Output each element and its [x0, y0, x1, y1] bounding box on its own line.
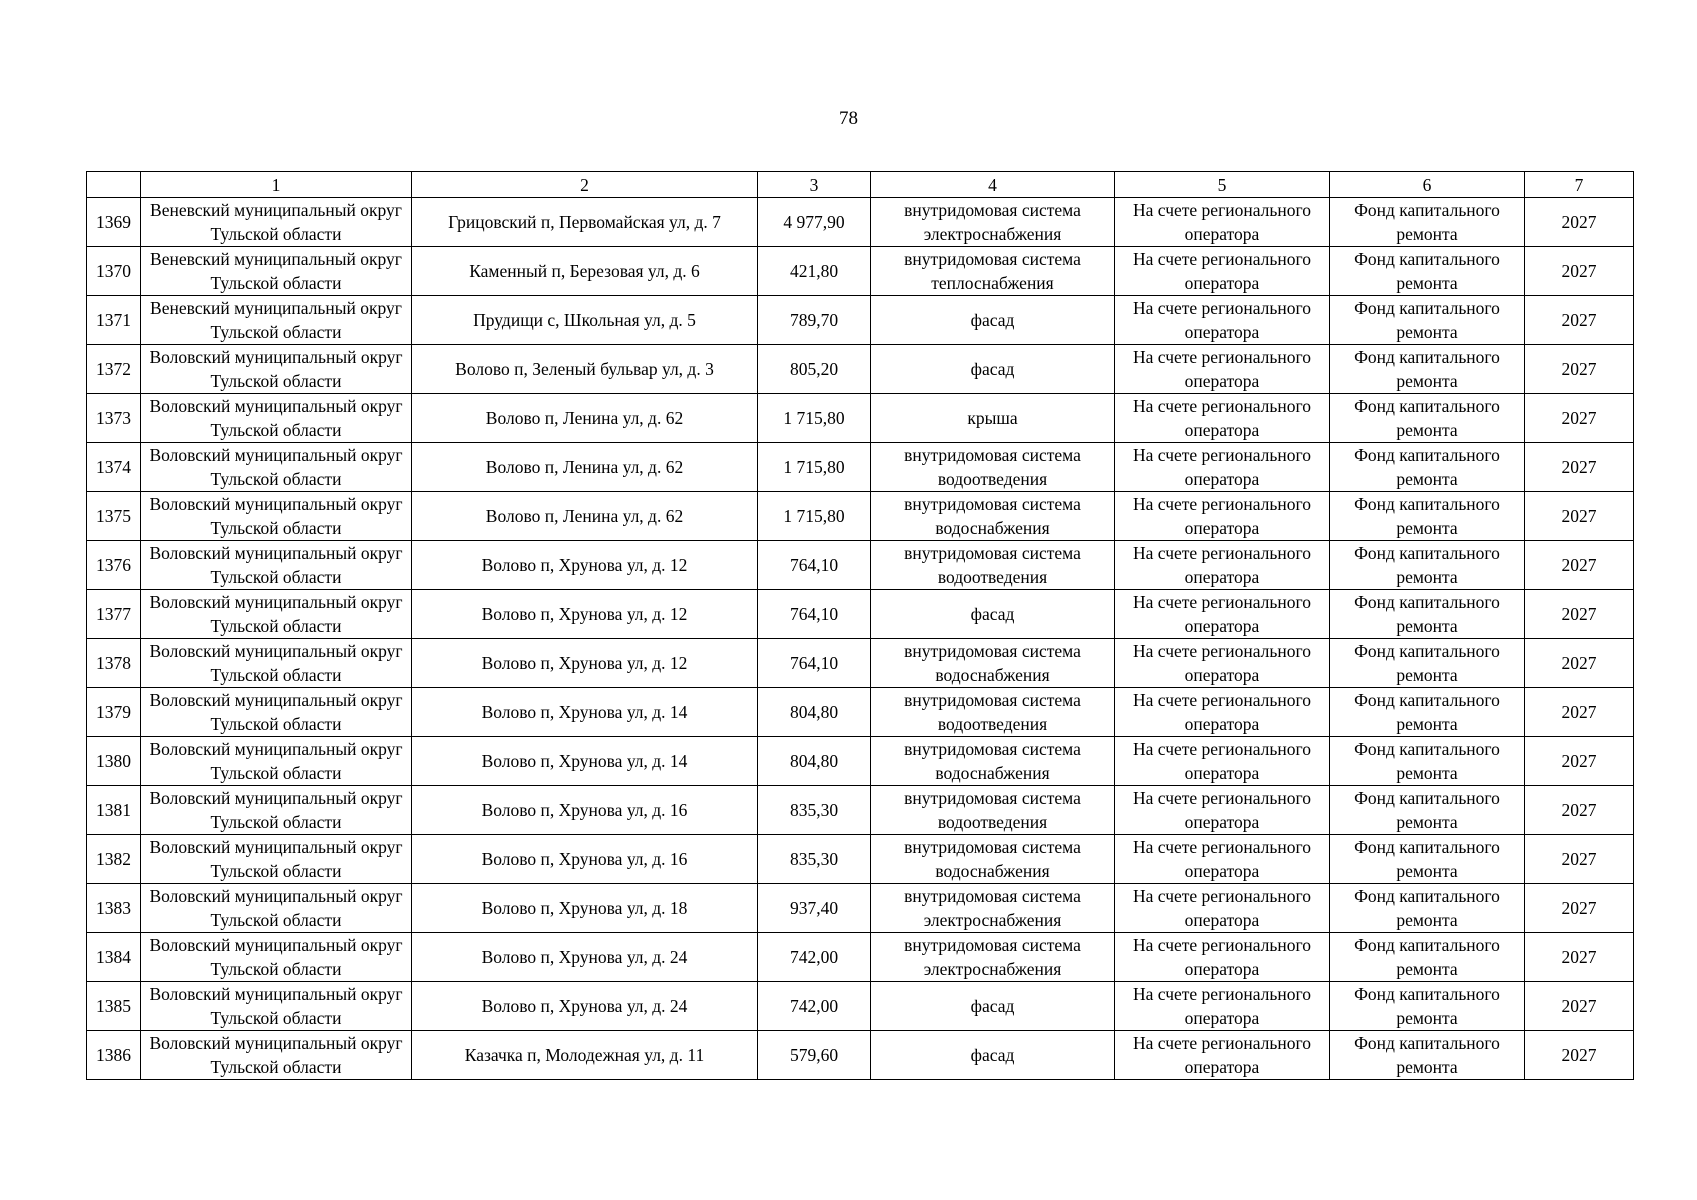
address-cell: Грицовский п, Первомайская ул, д. 7 — [412, 198, 758, 247]
year-cell: 2027 — [1525, 786, 1634, 835]
funding-source-cell: Фонд капитального ремонта — [1330, 296, 1525, 345]
funding-source-cell: Фонд капитального ремонта — [1330, 737, 1525, 786]
row-number-cell: 1374 — [87, 443, 141, 492]
header-cell: 2 — [412, 172, 758, 198]
municipality-cell: Воловский муниципальный округ Тульской области — [141, 541, 412, 590]
area-cell: 421,80 — [758, 247, 871, 296]
work-type-cell: внутридомовая система электроснабжения — [871, 198, 1115, 247]
row-number-cell: 1369 — [87, 198, 141, 247]
area-cell: 805,20 — [758, 345, 871, 394]
work-type-cell: внутридомовая система теплоснабжения — [871, 247, 1115, 296]
work-type-cell: крыша — [871, 394, 1115, 443]
table-row — [87, 933, 1634, 982]
address-cell: Волово п, Хрунова ул, д. 14 — [412, 737, 758, 786]
account-cell: На счете регионального оператора — [1115, 345, 1330, 394]
account-cell: На счете регионального оператора — [1115, 639, 1330, 688]
funding-source-cell: Фонд капитального ремонта — [1330, 786, 1525, 835]
area-cell: 764,10 — [758, 639, 871, 688]
address-cell: Волово п, Ленина ул, д. 62 — [412, 394, 758, 443]
municipality-cell: Воловский муниципальный округ Тульской области — [141, 345, 412, 394]
table-row — [87, 884, 1634, 933]
row-number-cell: 1385 — [87, 982, 141, 1031]
table-row — [87, 296, 1634, 345]
address-cell: Волово п, Хрунова ул, д. 12 — [412, 590, 758, 639]
municipality-cell: Воловский муниципальный округ Тульской области — [141, 1031, 412, 1080]
account-cell: На счете регионального оператора — [1115, 982, 1330, 1031]
header-cell: 4 — [871, 172, 1115, 198]
table-row — [87, 1031, 1634, 1080]
area-cell: 1 715,80 — [758, 394, 871, 443]
area-cell: 579,60 — [758, 1031, 871, 1080]
area-cell: 742,00 — [758, 933, 871, 982]
account-cell: На счете регионального оператора — [1115, 492, 1330, 541]
area-cell: 742,00 — [758, 982, 871, 1031]
funding-source-cell: Фонд капитального ремонта — [1330, 884, 1525, 933]
work-type-cell: внутридомовая система водоснабжения — [871, 492, 1115, 541]
work-type-cell: внутридомовая система водоотведения — [871, 541, 1115, 590]
header-cell: 6 — [1330, 172, 1525, 198]
area-cell: 835,30 — [758, 835, 871, 884]
municipality-cell: Воловский муниципальный округ Тульской области — [141, 835, 412, 884]
work-type-cell: фасад — [871, 345, 1115, 394]
funding-source-cell: Фонд капитального ремонта — [1330, 345, 1525, 394]
account-cell: На счете регионального оператора — [1115, 394, 1330, 443]
year-cell: 2027 — [1525, 1031, 1634, 1080]
year-cell: 2027 — [1525, 345, 1634, 394]
area-cell: 804,80 — [758, 737, 871, 786]
address-cell: Каменный п, Березовая ул, д. 6 — [412, 247, 758, 296]
account-cell: На счете регионального оператора — [1115, 443, 1330, 492]
work-type-cell: фасад — [871, 590, 1115, 639]
year-cell: 2027 — [1525, 590, 1634, 639]
funding-source-cell: Фонд капитального ремонта — [1330, 541, 1525, 590]
work-type-cell: фасад — [871, 1031, 1115, 1080]
table-row — [87, 345, 1634, 394]
row-number-cell: 1377 — [87, 590, 141, 639]
work-type-cell: фасад — [871, 296, 1115, 345]
year-cell: 2027 — [1525, 443, 1634, 492]
row-number-cell: 1376 — [87, 541, 141, 590]
year-cell: 2027 — [1525, 247, 1634, 296]
address-cell: Волово п, Ленина ул, д. 62 — [412, 443, 758, 492]
address-cell: Волово п, Хрунова ул, д. 24 — [412, 933, 758, 982]
funding-source-cell: Фонд капитального ремонта — [1330, 1031, 1525, 1080]
account-cell: На счете регионального оператора — [1115, 786, 1330, 835]
municipality-cell: Воловский муниципальный округ Тульской области — [141, 492, 412, 541]
table-row — [87, 492, 1634, 541]
municipality-cell: Воловский муниципальный округ Тульской области — [141, 737, 412, 786]
address-cell: Волово п, Хрунова ул, д. 12 — [412, 541, 758, 590]
address-cell: Волово п, Хрунова ул, д. 16 — [412, 835, 758, 884]
address-cell: Волово п, Хрунова ул, д. 14 — [412, 688, 758, 737]
funding-source-cell: Фонд капитального ремонта — [1330, 933, 1525, 982]
account-cell: На счете регионального оператора — [1115, 688, 1330, 737]
table-row — [87, 982, 1634, 1031]
address-cell: Казачка п, Молодежная ул, д. 11 — [412, 1031, 758, 1080]
address-cell: Волово п, Ленина ул, д. 62 — [412, 492, 758, 541]
row-number-cell: 1381 — [87, 786, 141, 835]
year-cell: 2027 — [1525, 884, 1634, 933]
account-cell: На счете регионального оператора — [1115, 590, 1330, 639]
municipality-cell: Воловский муниципальный округ Тульской области — [141, 443, 412, 492]
table-row — [87, 639, 1634, 688]
row-number-cell: 1375 — [87, 492, 141, 541]
table-row — [87, 198, 1634, 247]
funding-source-cell: Фонд капитального ремонта — [1330, 394, 1525, 443]
table-row — [87, 394, 1634, 443]
year-cell: 2027 — [1525, 394, 1634, 443]
address-cell: Прудищи с, Школьная ул, д. 5 — [412, 296, 758, 345]
address-cell: Волово п, Хрунова ул, д. 12 — [412, 639, 758, 688]
account-cell: На счете регионального оператора — [1115, 884, 1330, 933]
table-row — [87, 247, 1634, 296]
municipality-cell: Воловский муниципальный округ Тульской области — [141, 394, 412, 443]
account-cell: На счете регионального оператора — [1115, 541, 1330, 590]
work-type-cell: фасад — [871, 982, 1115, 1031]
work-type-cell: внутридомовая система водоснабжения — [871, 737, 1115, 786]
funding-source-cell: Фонд капитального ремонта — [1330, 639, 1525, 688]
account-cell: На счете регионального оператора — [1115, 1031, 1330, 1080]
municipality-cell: Воловский муниципальный округ Тульской области — [141, 933, 412, 982]
municipality-cell: Воловский муниципальный округ Тульской области — [141, 639, 412, 688]
municipality-cell: Веневский муниципальный округ Тульской области — [141, 198, 412, 247]
header-cell: 7 — [1525, 172, 1634, 198]
year-cell: 2027 — [1525, 541, 1634, 590]
year-cell: 2027 — [1525, 688, 1634, 737]
header-cell — [87, 172, 141, 198]
area-cell: 764,10 — [758, 541, 871, 590]
year-cell: 2027 — [1525, 737, 1634, 786]
account-cell: На счете регионального оператора — [1115, 296, 1330, 345]
funding-source-cell: Фонд капитального ремонта — [1330, 688, 1525, 737]
year-cell: 2027 — [1525, 492, 1634, 541]
row-number-cell: 1373 — [87, 394, 141, 443]
work-type-cell: внутридомовая система водоотведения — [871, 443, 1115, 492]
funding-source-cell: Фонд капитального ремонта — [1330, 198, 1525, 247]
address-cell: Волово п, Хрунова ул, д. 16 — [412, 786, 758, 835]
funding-source-cell: Фонд капитального ремонта — [1330, 443, 1525, 492]
municipality-cell: Воловский муниципальный округ Тульской области — [141, 590, 412, 639]
account-cell: На счете регионального оператора — [1115, 737, 1330, 786]
area-cell: 835,30 — [758, 786, 871, 835]
row-number-cell: 1382 — [87, 835, 141, 884]
year-cell: 2027 — [1525, 835, 1634, 884]
table-body — [87, 198, 1634, 1080]
table-row — [87, 541, 1634, 590]
year-cell: 2027 — [1525, 933, 1634, 982]
table-row — [87, 786, 1634, 835]
table-row — [87, 737, 1634, 786]
account-cell: На счете регионального оператора — [1115, 198, 1330, 247]
funding-source-cell: Фонд капитального ремонта — [1330, 492, 1525, 541]
municipality-cell: Воловский муниципальный округ Тульской области — [141, 884, 412, 933]
capital-repair-table — [86, 171, 1634, 1080]
address-cell: Волово п, Зеленый бульвар ул, д. 3 — [412, 345, 758, 394]
work-type-cell: внутридомовая система водоснабжения — [871, 835, 1115, 884]
funding-source-cell: Фонд капитального ремонта — [1330, 590, 1525, 639]
row-number-cell: 1386 — [87, 1031, 141, 1080]
row-number-cell: 1383 — [87, 884, 141, 933]
table-row — [87, 835, 1634, 884]
row-number-cell: 1380 — [87, 737, 141, 786]
header-row — [87, 172, 1634, 198]
table-row — [87, 590, 1634, 639]
header-cell: 3 — [758, 172, 871, 198]
municipality-cell: Воловский муниципальный округ Тульской области — [141, 786, 412, 835]
row-number-cell: 1372 — [87, 345, 141, 394]
area-cell: 764,10 — [758, 590, 871, 639]
account-cell: На счете регионального оператора — [1115, 247, 1330, 296]
area-cell: 804,80 — [758, 688, 871, 737]
work-type-cell: внутридомовая система водоотведения — [871, 688, 1115, 737]
work-type-cell: внутридомовая система электроснабжения — [871, 933, 1115, 982]
account-cell: На счете регионального оператора — [1115, 835, 1330, 884]
municipality-cell: Веневский муниципальный округ Тульской области — [141, 247, 412, 296]
area-cell: 937,40 — [758, 884, 871, 933]
row-number-cell: 1371 — [87, 296, 141, 345]
table-row — [87, 688, 1634, 737]
area-cell: 1 715,80 — [758, 443, 871, 492]
row-number-cell: 1384 — [87, 933, 141, 982]
municipality-cell: Веневский муниципальный округ Тульской области — [141, 296, 412, 345]
work-type-cell: внутридомовая система электроснабжения — [871, 884, 1115, 933]
funding-source-cell: Фонд капитального ремонта — [1330, 835, 1525, 884]
work-type-cell: внутридомовая система водоснабжения — [871, 639, 1115, 688]
row-number-cell: 1370 — [87, 247, 141, 296]
funding-source-cell: Фонд капитального ремонта — [1330, 247, 1525, 296]
address-cell: Волово п, Хрунова ул, д. 18 — [412, 884, 758, 933]
area-cell: 4 977,90 — [758, 198, 871, 247]
row-number-cell: 1379 — [87, 688, 141, 737]
area-cell: 1 715,80 — [758, 492, 871, 541]
year-cell: 2027 — [1525, 198, 1634, 247]
year-cell: 2027 — [1525, 296, 1634, 345]
header-cell: 5 — [1115, 172, 1330, 198]
header-cell: 1 — [141, 172, 412, 198]
year-cell: 2027 — [1525, 639, 1634, 688]
page-number: 78 — [839, 108, 858, 129]
address-cell: Волово п, Хрунова ул, д. 24 — [412, 982, 758, 1031]
row-number-cell: 1378 — [87, 639, 141, 688]
municipality-cell: Воловский муниципальный округ Тульской области — [141, 688, 412, 737]
account-cell: На счете регионального оператора — [1115, 933, 1330, 982]
municipality-cell: Воловский муниципальный округ Тульской области — [141, 982, 412, 1031]
table-row — [87, 443, 1634, 492]
work-type-cell: внутридомовая система водоотведения — [871, 786, 1115, 835]
area-cell: 789,70 — [758, 296, 871, 345]
funding-source-cell: Фонд капитального ремонта — [1330, 982, 1525, 1031]
year-cell: 2027 — [1525, 982, 1634, 1031]
